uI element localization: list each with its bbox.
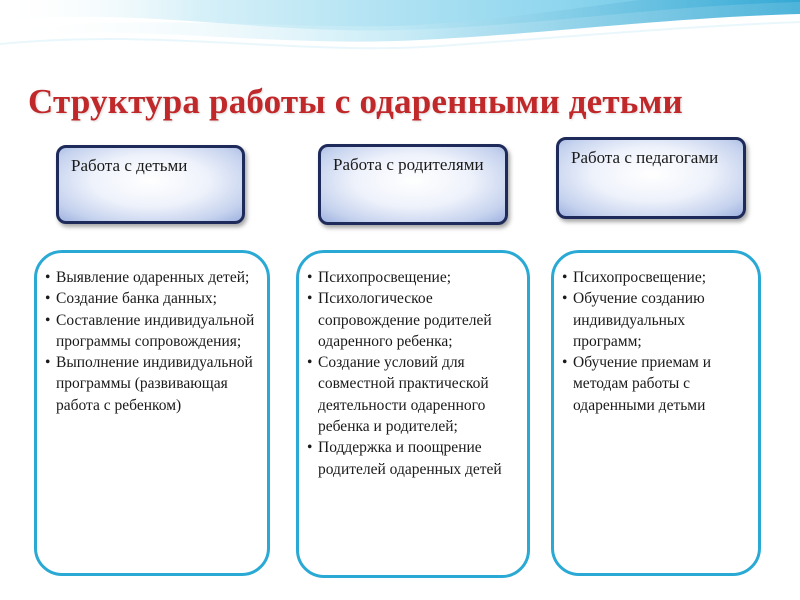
list-item: • Поддержка и поощрение родителей одаренных детей <box>305 437 515 480</box>
list-item: • Психопросвещение; <box>305 267 515 288</box>
list-item: • Выполнение индивидуальной программы (развивающая работа с ребенком) <box>43 352 255 416</box>
list-item: • Создание банка данных; <box>43 288 255 309</box>
page-title: Структура работы с одаренными детьми <box>28 82 683 121</box>
header-work-with-parents: Работа с родителями <box>318 144 508 225</box>
header-work-with-children: Работа с детьми <box>56 145 245 224</box>
list-item: • Создание условий для совместной практической деятельности одаренного ребенка и родителей; <box>305 352 515 437</box>
decorative-wave-banner <box>0 0 800 70</box>
list-parents <box>305 267 515 480</box>
list-item: • Составление индивидуальной программы сопровождения; <box>43 310 255 353</box>
list-item: • Выявление одаренных детей; <box>43 267 255 288</box>
list-teachers <box>560 267 746 416</box>
content-box-children <box>34 250 270 576</box>
content-box-teachers <box>551 250 761 576</box>
header-work-with-teachers: Работа с педагогами <box>556 137 746 219</box>
content-box-parents <box>296 250 530 578</box>
list-item: • Психопросвещение; <box>560 267 746 288</box>
list-item: • Психологическое сопровождение родителей одаренного ребенка; <box>305 288 515 352</box>
list-item: • Обучение созданию индивидуальных программ; <box>560 288 746 352</box>
list-children <box>43 267 255 416</box>
list-item: • Обучение приемам и методам работы с одаренными детьми <box>560 352 746 416</box>
